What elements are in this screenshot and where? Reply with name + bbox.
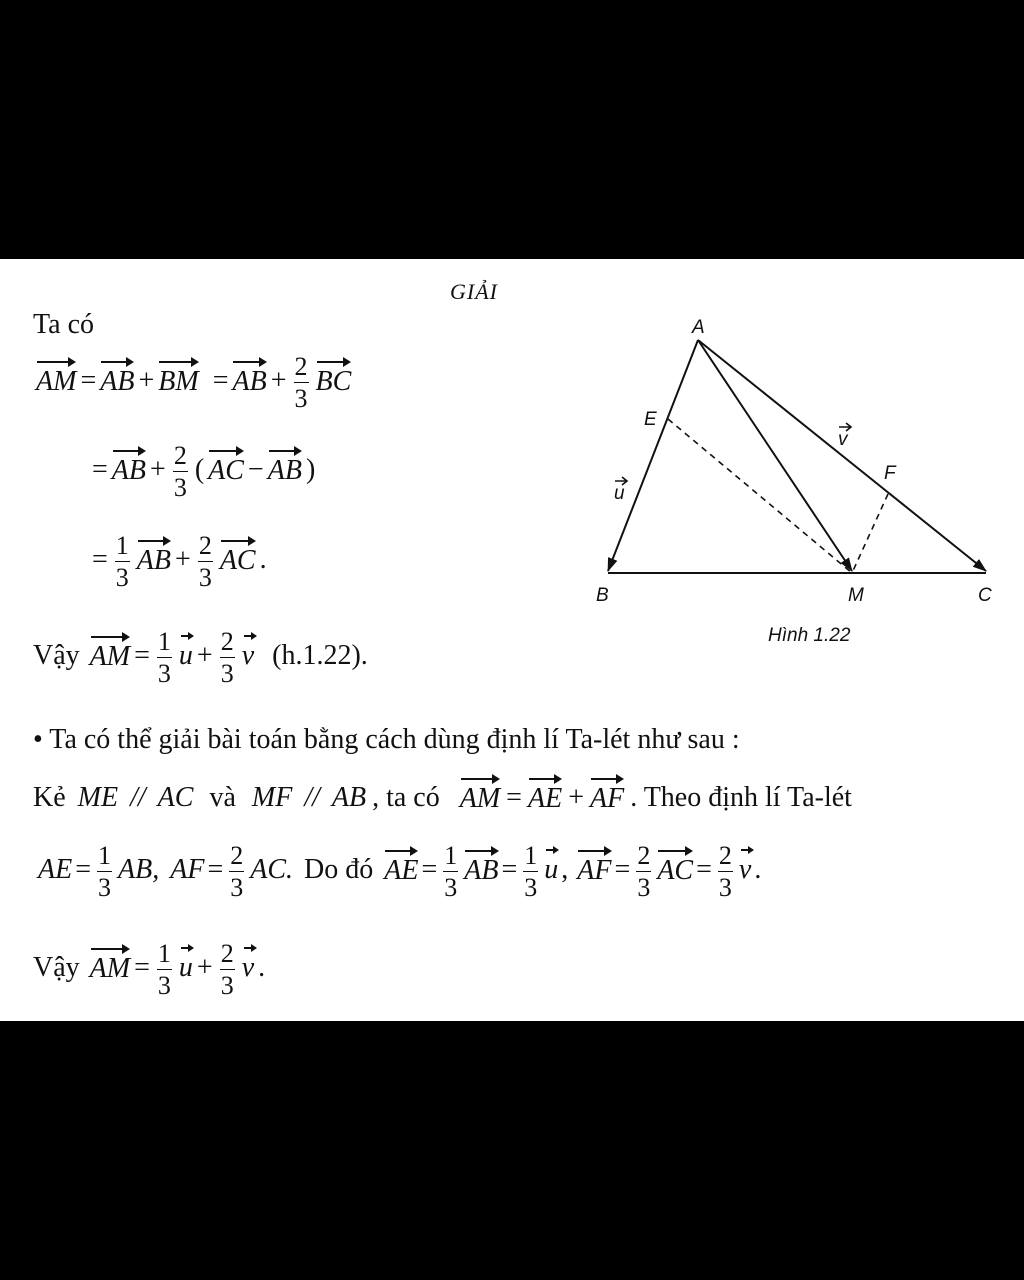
label-m: M xyxy=(848,585,864,606)
equation-3 xyxy=(92,531,267,592)
vector-ac: AC xyxy=(657,855,694,886)
fraction: $\frac{1}{3}$ xyxy=(115,531,129,592)
word-ke: Kẻ xyxy=(33,782,66,813)
segment-me: ME xyxy=(77,782,119,813)
fraction: $\frac{2}{3}$ xyxy=(198,531,212,592)
segment-mf: MF xyxy=(251,782,293,813)
plus: + xyxy=(196,640,213,671)
plus: + xyxy=(196,952,213,983)
equals: = xyxy=(421,854,438,885)
minus: − xyxy=(247,454,264,485)
tales-line-1 xyxy=(33,783,852,813)
equals: = xyxy=(501,854,518,885)
segment-af: AF xyxy=(170,854,205,885)
vector-v: v xyxy=(241,640,255,671)
plus: + xyxy=(150,454,166,485)
equals: = xyxy=(212,365,229,396)
segment-ae: AE xyxy=(38,854,73,885)
parallel-symbol: // xyxy=(304,782,320,813)
vector-af: AF xyxy=(589,783,625,814)
word-ta-co: , ta có xyxy=(372,782,440,813)
conclusion-prefix: Vậy xyxy=(33,640,80,671)
equals: = xyxy=(207,854,224,885)
plus: + xyxy=(138,365,155,396)
figure-caption: Hình 1.22 xyxy=(768,625,851,646)
word-do-do: Do đó xyxy=(304,854,374,885)
vector-ab-arrow xyxy=(608,340,698,571)
vector-am-arrow xyxy=(698,340,852,571)
plus: + xyxy=(175,544,191,575)
segment-ac: AC. xyxy=(250,854,294,885)
conclusion-1 xyxy=(33,627,368,688)
vector-am: AM xyxy=(89,953,131,984)
equals: = xyxy=(92,544,108,575)
vector-af: AF xyxy=(577,855,612,886)
fraction: $\frac{1}{3}$ xyxy=(157,939,171,1000)
equals: = xyxy=(92,454,108,485)
fraction: $\frac{1}{3}$ xyxy=(444,841,458,902)
equals: = xyxy=(134,952,150,983)
label-u: u xyxy=(614,483,625,504)
label-c: C xyxy=(978,585,992,606)
fraction: $\frac{2}{3}$ xyxy=(294,352,308,413)
label-b: B xyxy=(596,585,609,606)
equals: = xyxy=(134,640,150,671)
vector-ab: AB xyxy=(267,455,302,486)
vector-bc: BC xyxy=(315,366,352,397)
vector-ab: AB xyxy=(232,366,267,397)
page xyxy=(0,259,1024,1021)
vector-am: AM xyxy=(89,641,131,672)
label-e: E xyxy=(644,409,657,430)
paren-open: ( xyxy=(194,454,205,485)
equals: = xyxy=(80,365,97,396)
fraction: $\frac{2}{3}$ xyxy=(718,841,732,902)
intro-text: Ta có xyxy=(33,309,95,340)
vector-am: AM xyxy=(459,783,501,814)
period: . xyxy=(259,544,267,575)
dashed-mf xyxy=(852,494,888,573)
equals: = xyxy=(506,782,522,813)
segment-ab: AB xyxy=(331,782,367,813)
label-a: A xyxy=(692,317,705,338)
plus: + xyxy=(568,782,584,813)
vector-ac: AC xyxy=(208,455,244,486)
vector-bm: BM xyxy=(158,366,199,397)
vector-ab: AB xyxy=(136,545,172,576)
vector-ac-arrow xyxy=(698,340,986,571)
triangle-figure xyxy=(580,311,1010,651)
vector-ae: AE xyxy=(527,783,563,814)
equals: = xyxy=(75,854,92,885)
fraction: $\frac{2}{3}$ xyxy=(220,627,234,688)
equals: = xyxy=(614,854,631,885)
equation-1 xyxy=(36,352,352,413)
tales-line-2 xyxy=(38,841,762,902)
label-v: v xyxy=(838,429,848,450)
bullet-paragraph: • Ta có thể giải bài toán bằng cách dùng định lí Ta-lét như sau : xyxy=(33,724,740,755)
period: . xyxy=(754,854,762,885)
label-f: F xyxy=(884,463,896,484)
fraction: $\frac{1}{3}$ xyxy=(157,627,171,688)
equation-2 xyxy=(92,441,316,502)
vector-ae: AE xyxy=(384,855,419,886)
conclusion-prefix: Vậy xyxy=(33,952,80,983)
vector-v: v xyxy=(241,952,255,983)
theo-dinh-li: . Theo định lí Ta-lét xyxy=(630,782,852,813)
period: . xyxy=(258,952,266,983)
vector-u: u xyxy=(178,952,193,983)
paren-close: ) xyxy=(305,454,316,485)
figure-reference: (h.1.22). xyxy=(272,640,368,671)
conclusion-2 xyxy=(33,939,266,1000)
parallel-symbol: // xyxy=(130,782,146,813)
heading: GIẢI xyxy=(450,279,498,304)
vector-u: u xyxy=(178,640,193,671)
vector-v: v xyxy=(738,854,752,885)
vector-am: AM xyxy=(36,366,77,397)
fraction: $\frac{2}{3}$ xyxy=(220,939,234,1000)
fraction: $\frac{1}{3}$ xyxy=(524,841,538,902)
segment-ac: AC xyxy=(157,782,194,813)
vector-u: u xyxy=(544,854,559,885)
vector-ac: AC xyxy=(219,545,256,576)
word-va: và xyxy=(209,782,236,813)
equals: = xyxy=(696,854,712,885)
fraction: $\frac{2}{3}$ xyxy=(637,841,651,902)
segment-ab: AB, xyxy=(118,854,160,885)
plus: + xyxy=(270,365,287,396)
vector-ab: AB xyxy=(100,366,135,397)
vector-ab: AB xyxy=(111,455,147,486)
fraction: $\frac{1}{3}$ xyxy=(98,841,112,902)
vector-ab: AB xyxy=(464,855,499,886)
fraction: $\frac{2}{3}$ xyxy=(230,841,244,902)
fraction: $\frac{2}{3}$ xyxy=(173,441,187,502)
comma: , xyxy=(561,854,569,885)
